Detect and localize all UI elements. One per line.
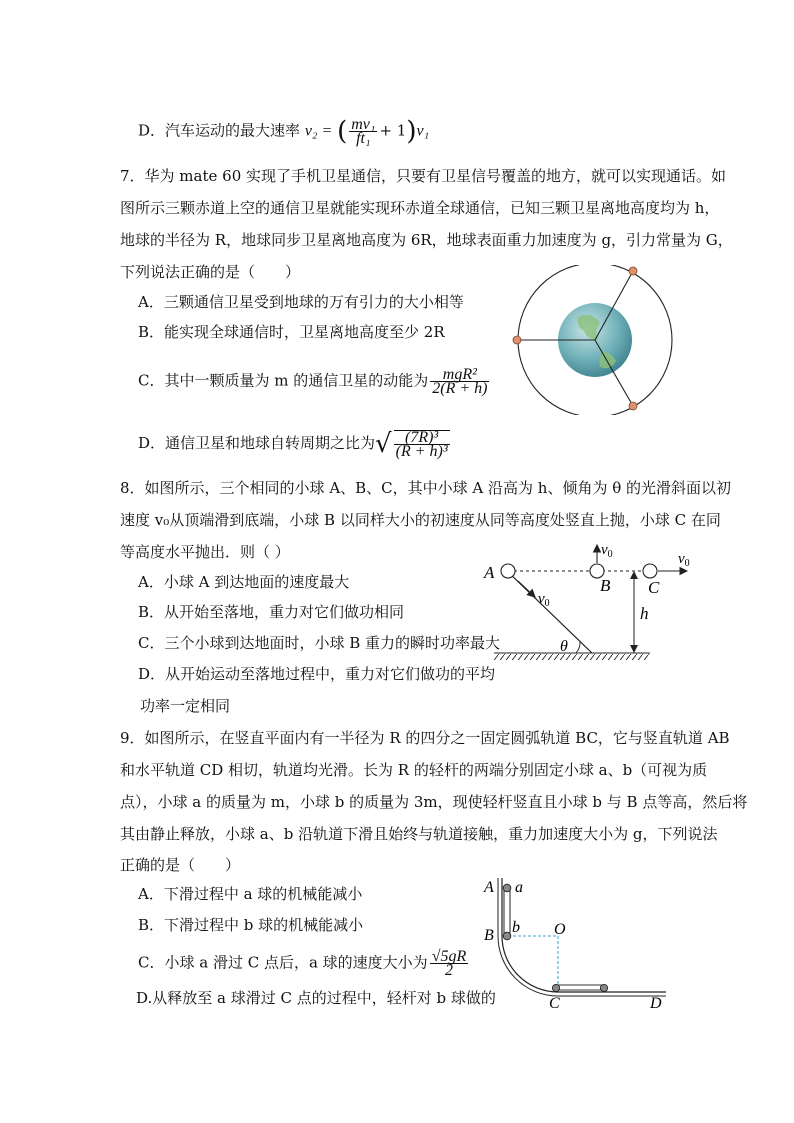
satellite-icon (629, 267, 637, 275)
v0-v: v (538, 591, 545, 607)
velocity-label-a (538, 591, 550, 609)
q9-track-figure (478, 872, 678, 1012)
q7-option-c (138, 368, 491, 395)
q7-option-a: A．三颗通信卫星受到地球的万有引力的大小相等 (138, 293, 464, 311)
q9-stem-line-4: 其由静止释放，小球 a、b 沿轨道下滑且始终与轨道接触，重力加速度大小为 g，下列说法 (120, 825, 718, 843)
label-point-d: D (650, 995, 662, 1012)
label-center-o: O (554, 921, 566, 938)
q9-option-c (138, 950, 470, 977)
q8-stem-line-2: 速度 v₀从顶端滑到底端，小球 B 以同样大小的初速度从同等高度处竖直上抛，小球 C 在同 (120, 511, 721, 529)
q9-c-den: 2 (444, 962, 453, 979)
label-a: A (484, 563, 495, 582)
label-point-a: A (484, 879, 494, 896)
q9-stem-line-2: 和水平轨道 CD 相切，轨道均光滑。长为 R 的轻杆的两端分别固定小球 a、b（可视为质 (120, 761, 708, 779)
v0-v: v (678, 551, 685, 567)
track-inner (502, 878, 666, 992)
label-point-c: C (549, 995, 560, 1012)
ball-icon (600, 984, 607, 991)
q9-option-c-text: C．小球 a 滑过 C 点后，a 球的速度大小为 (138, 953, 428, 972)
velocity-label-c (678, 551, 690, 569)
q7-option-c-text: C．其中一颗质量为 m 的通信卫星的动能为 (138, 371, 429, 390)
q6-fraction-den: ft₁ (356, 130, 371, 147)
ball-b-icon (503, 932, 511, 940)
velocity-arrow-a (518, 581, 535, 597)
velocity-label-b (601, 542, 613, 560)
q6-fraction-num: mv₁ (351, 116, 376, 133)
q6-formula-rhs: v₁ (416, 122, 430, 140)
q7-stem-line-3: 地球的半径为 R，地球同步卫星离地高度为 6R，地球表面重力加速度为 g，引力常量为 G， (120, 231, 733, 249)
q8-stem-line-1: 8．如图所示，三个相同的小球 A、B、C，其中小球 A 沿高为 h、倾角为 θ 的光滑斜面以初 (120, 479, 732, 497)
track-outer (498, 878, 666, 996)
height-label: h (640, 604, 649, 623)
q7-c-fraction (430, 368, 489, 395)
v0-sub: 0 (607, 549, 613, 560)
label-point-b: B (484, 927, 494, 944)
q6-option-d-text: D．汽车运动的最大速率 (138, 121, 301, 140)
q9-c-fraction (430, 950, 469, 977)
q8-option-b: B．从开始至落地，重力对它们做功相同 (138, 603, 405, 621)
ball-c-icon (643, 564, 657, 578)
label-c: C (648, 578, 660, 597)
label-ball-a: a (515, 879, 523, 896)
q8-option-c: C．三个小球到达地面时，小球 B 重力的瞬时功率最大 (138, 634, 501, 652)
sqrt-sign-icon: √ (375, 429, 392, 459)
q7-stem-line-1: 7．华为 mate 60 实现了手机卫星通信，只要有卫星信号覆盖的地方，就可以实现通话。如 (120, 167, 727, 185)
q6-paren-open: ( (337, 116, 348, 147)
q8-stem-line-3: 等高度水平抛出．则（ ） (120, 543, 290, 561)
q9-stem-line-3: 点），小球 a 的质量为 m，小球 b 的质量为 3m，现使轻杆竖直且小球 b 与 B 点等高，然后将 (120, 793, 748, 811)
q6-formula-tail: + 1 (379, 121, 407, 140)
v0-v: v (601, 542, 608, 558)
q7-d-fraction (394, 430, 450, 458)
light-rod (504, 888, 510, 936)
theta-label: θ (560, 638, 568, 655)
label-ball-b: b (512, 919, 520, 936)
ground-hatch (494, 654, 650, 660)
q7-stem-line-2: 图所示三颗赤道上空的通信卫星就能实现环赤道全球通信，已知三颗卫星离地高度均为 h， (120, 199, 720, 217)
label-b: B (600, 576, 611, 595)
q6-fraction (349, 118, 377, 145)
rod-on-ground (556, 985, 604, 990)
q8-option-d: D．从开始运动至落地过程中，重力对它们做功的平均 (138, 665, 496, 683)
q7-option-d (138, 430, 452, 458)
q6-paren-close: ) (406, 116, 417, 147)
q8-figure (480, 535, 700, 665)
v0-sub: 0 (544, 598, 550, 609)
q7-stem-line-4: 下列说法正确的是（ ） (120, 263, 301, 281)
q9-stem-line-1: 9．如图所示，在竖直平面内有一半径为 R 的四分之一固定圆弧轨道 BC，它与竖直轨道 AB (120, 729, 730, 747)
q7-option-d-text: D．通信卫星和地球自转周期之比为 (138, 434, 376, 452)
q8-option-d-cont: 功率一定相同 (140, 697, 231, 715)
satellite-icon (629, 402, 637, 410)
ball-a-icon (501, 564, 515, 578)
ball-a-icon (503, 884, 511, 892)
q6-formula-lhs: v₂ = (304, 122, 333, 140)
q9-option-a: A．下滑过程中 a 球的机械能减小 (138, 885, 363, 903)
q8-option-a: A．小球 A 到达地面的速度最大 (138, 573, 350, 591)
q7-c-den: 2(R + h) (432, 380, 488, 397)
q7-c-num: mgR² (430, 368, 489, 382)
q7-d-den: (R + h)³ (395, 443, 448, 460)
ball-icon (552, 984, 559, 991)
q7-d-num: (7R)³ (394, 431, 450, 445)
v0-sub: 0 (684, 558, 690, 569)
q7-option-b: B．能实现全球通信时，卫星离地高度至少 2R (138, 323, 445, 341)
satellite-icon (513, 336, 521, 344)
q9-stem-line-5: 正确的是（ ） (120, 856, 241, 874)
q7-satellite-figure (510, 265, 680, 415)
q9-option-d: D.从释放至 a 球滑过 C 点的过程中，轻杆对 b 球做的 (136, 989, 496, 1007)
q6-option-d (138, 118, 429, 145)
q9-c-num: √5gR (431, 948, 467, 965)
q9-option-b: B．下滑过程中 b 球的机械能减小 (138, 916, 364, 934)
angle-arc (576, 641, 580, 653)
